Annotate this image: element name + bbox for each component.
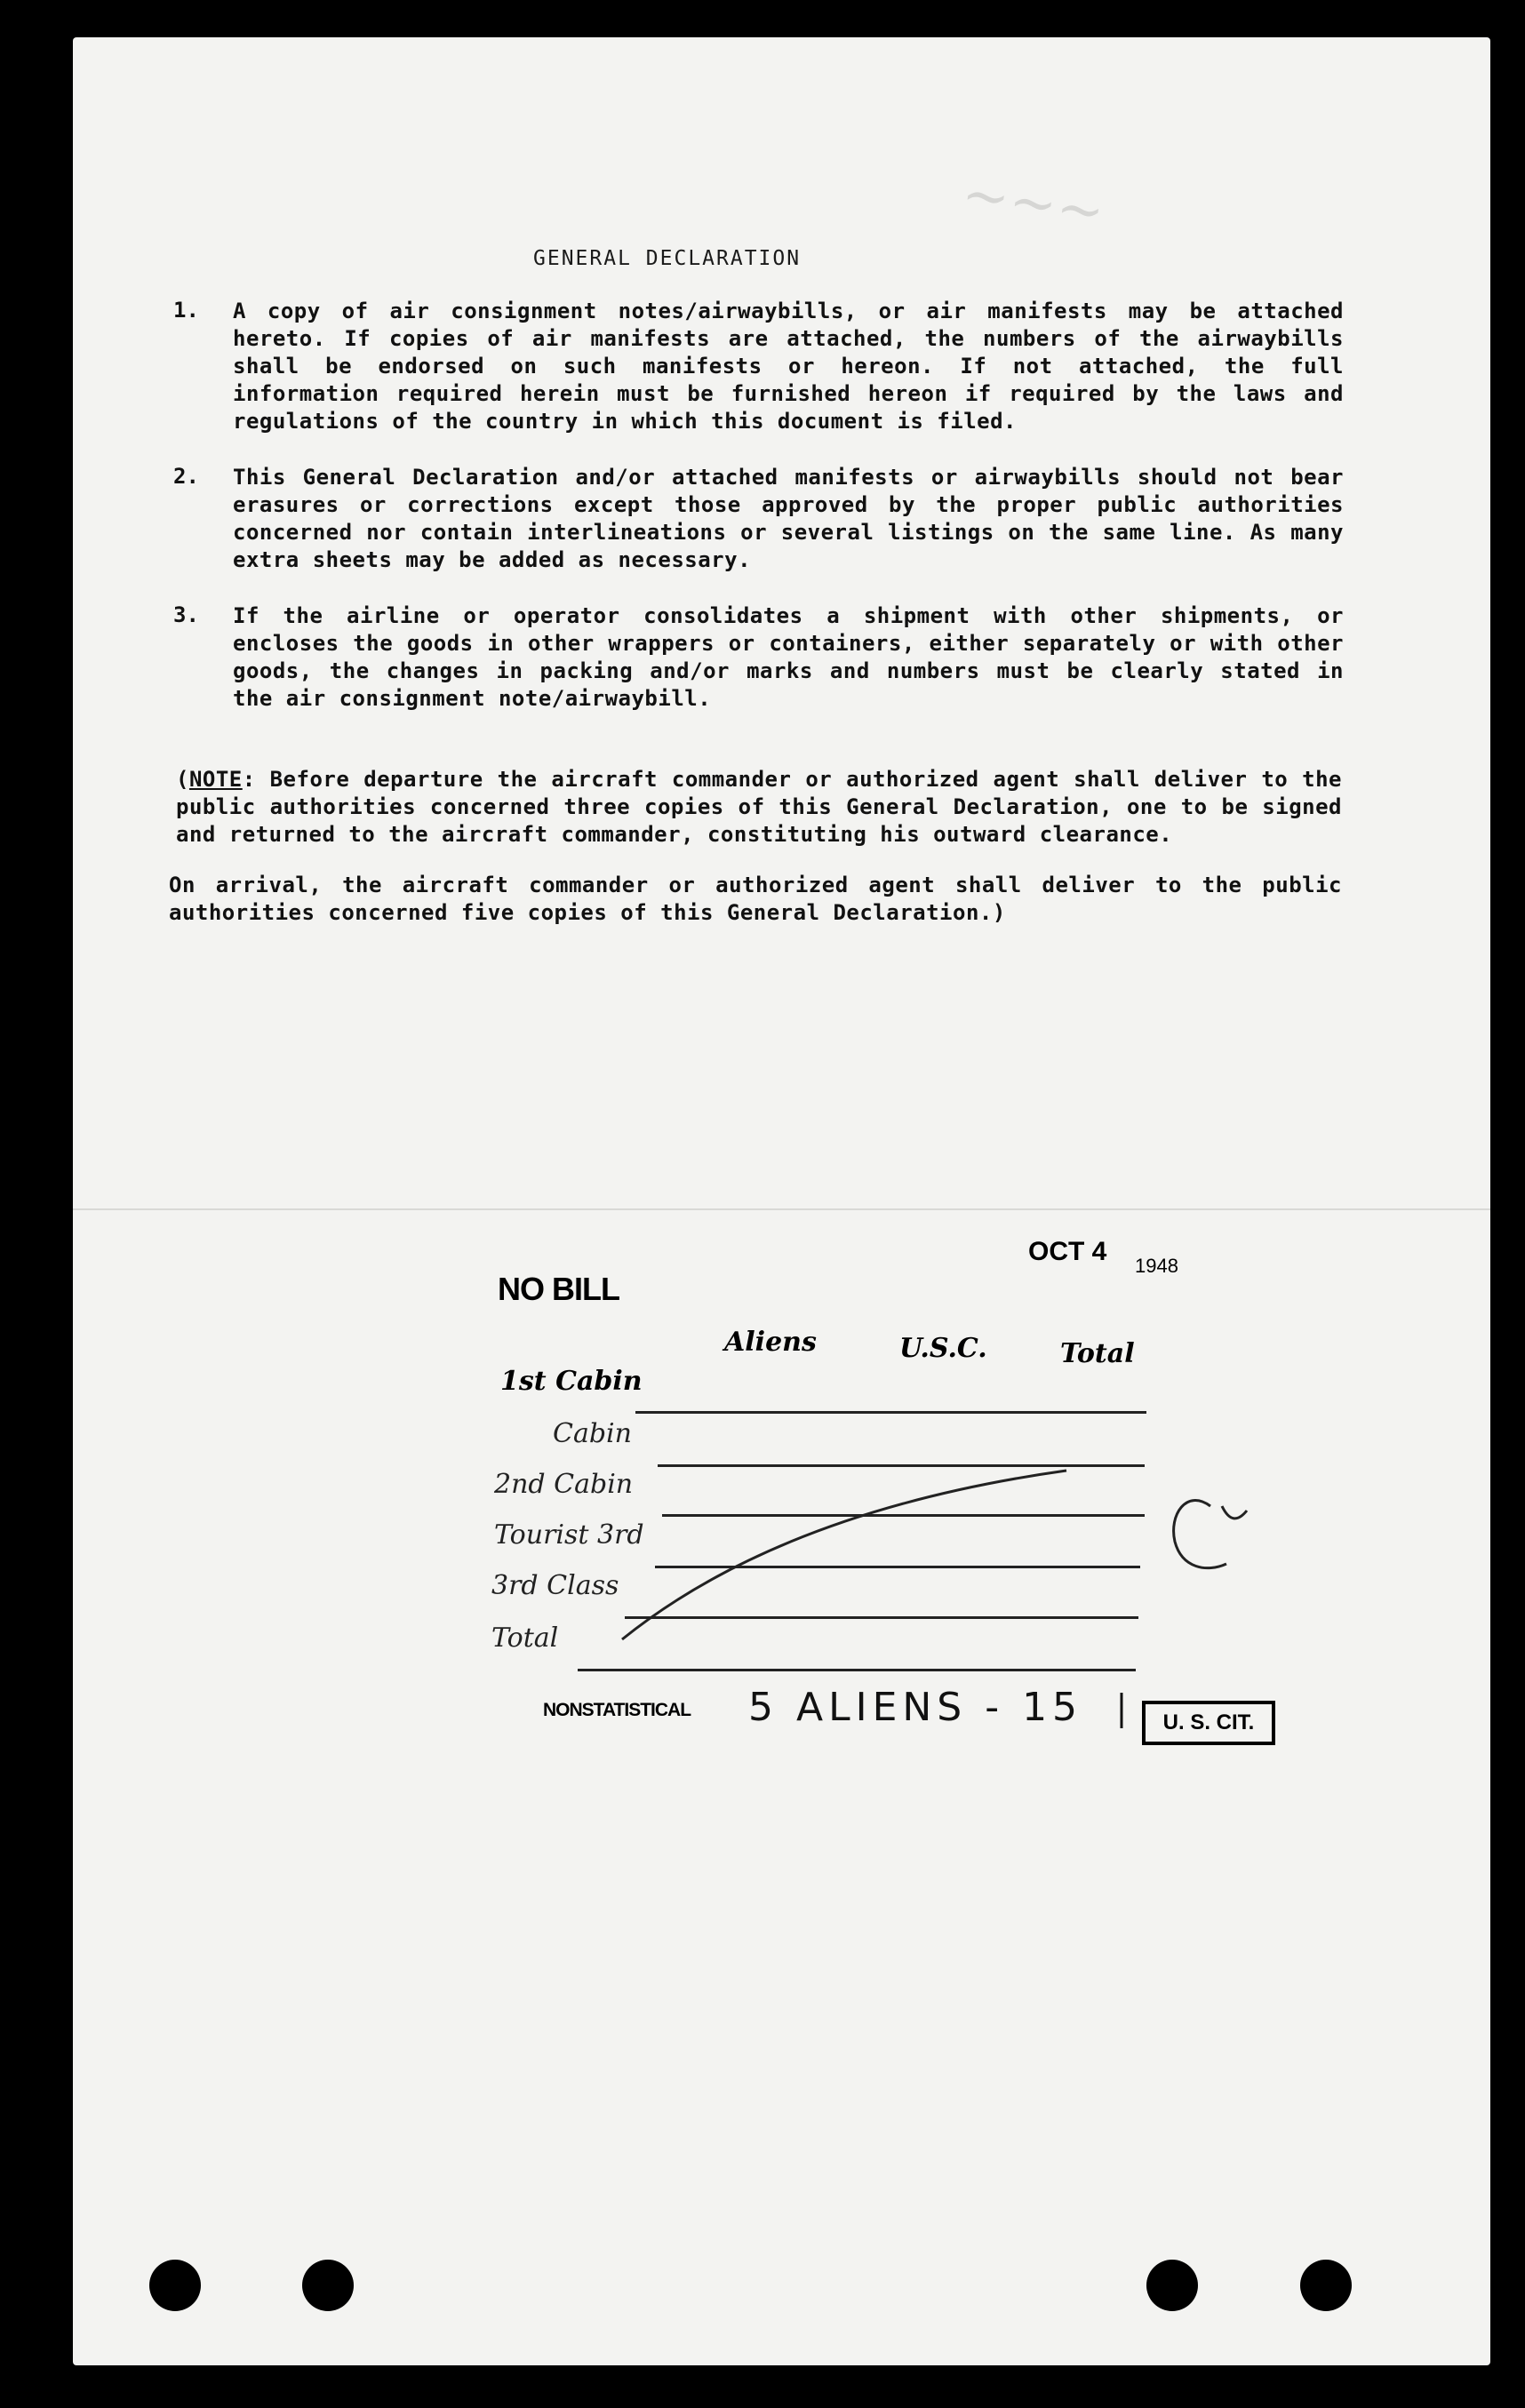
row-2nd-cabin: 2nd Cabin [494,1469,634,1500]
handwritten-count: 5 ALIENS - 15 [748,1685,1083,1730]
column-aliens: Aliens [724,1327,817,1358]
circled-mark [1174,1501,1247,1568]
item-number: 3. [173,602,199,627]
row-1st-cabin: 1st Cabin [500,1366,643,1397]
item-number: 2. [173,464,199,489]
document-title: GENERAL DECLARATION [533,247,802,270]
item-text: This General Declaration and/or attached manifests or airwaybills should not bear erasures or corrections except those approved by the proper public authorities concerned nor contain interlineations or several listings on the same line. As many extra sheets may be added as necessary. [233,465,1344,572]
row-3rd-class: 3rd Class [491,1570,619,1601]
diagonal-strike-mark [622,1471,1066,1639]
punch-hole [1146,2260,1198,2311]
arrival-paragraph: On arrival, the aircraft commander or authorized agent shall deliver to the public authorities concerned five copies of this General Declaration.) [169,873,1342,925]
bleed-through-mark: ~~~ [957,161,1109,246]
punch-hole [1300,2260,1352,2311]
nonstatistical-stamp: NONSTATISTICAL [543,1700,691,1720]
item-text: If the airline or operator consolidates a shipment with other shipments, or encloses the goods in other wrappers or containers, either separately or with other goods, the changes in packing and/or marks and numbers must be clearly stated in the air consignment note/airwaybill. [233,603,1344,711]
note-open: ( [176,767,189,792]
row-tourist-3rd: Tourist 3rd [494,1519,644,1551]
note-label: NOTE [188,767,243,792]
no-bill-stamp: NO BILL [498,1271,619,1307]
item-text: A copy of air consignment notes/airwaybills, or air manifests may be attached hereto. If copies of air manifests are attached, the numbers of the airwaybills shall be endorsed on such manifests or hereon. If not attached, the full information required herein must be furnished hereon if required by the laws and regulations of the country in which this document is filed. [233,299,1344,434]
note-text: : Before departure the aircraft commander or authorized agent shall deliver to the public authorities concerned three copies of this General Declaration, one to be signed and returned to the aircraft commander, constituting his outward clearance. [176,767,1342,847]
row-cabin: Cabin [553,1418,632,1449]
us-cit-stamp: U. S. CIT. [1142,1701,1275,1745]
row-total: Total [491,1623,559,1654]
punch-hole [302,2260,354,2311]
stamp-date-month: OCT 4 [1028,1237,1107,1266]
column-usc: U.S.C. [899,1333,987,1364]
stamp-date-year: 1948 [1135,1255,1178,1277]
column-total: Total [1060,1338,1135,1369]
punch-hole [149,2260,201,2311]
item-number: 1. [173,298,199,323]
